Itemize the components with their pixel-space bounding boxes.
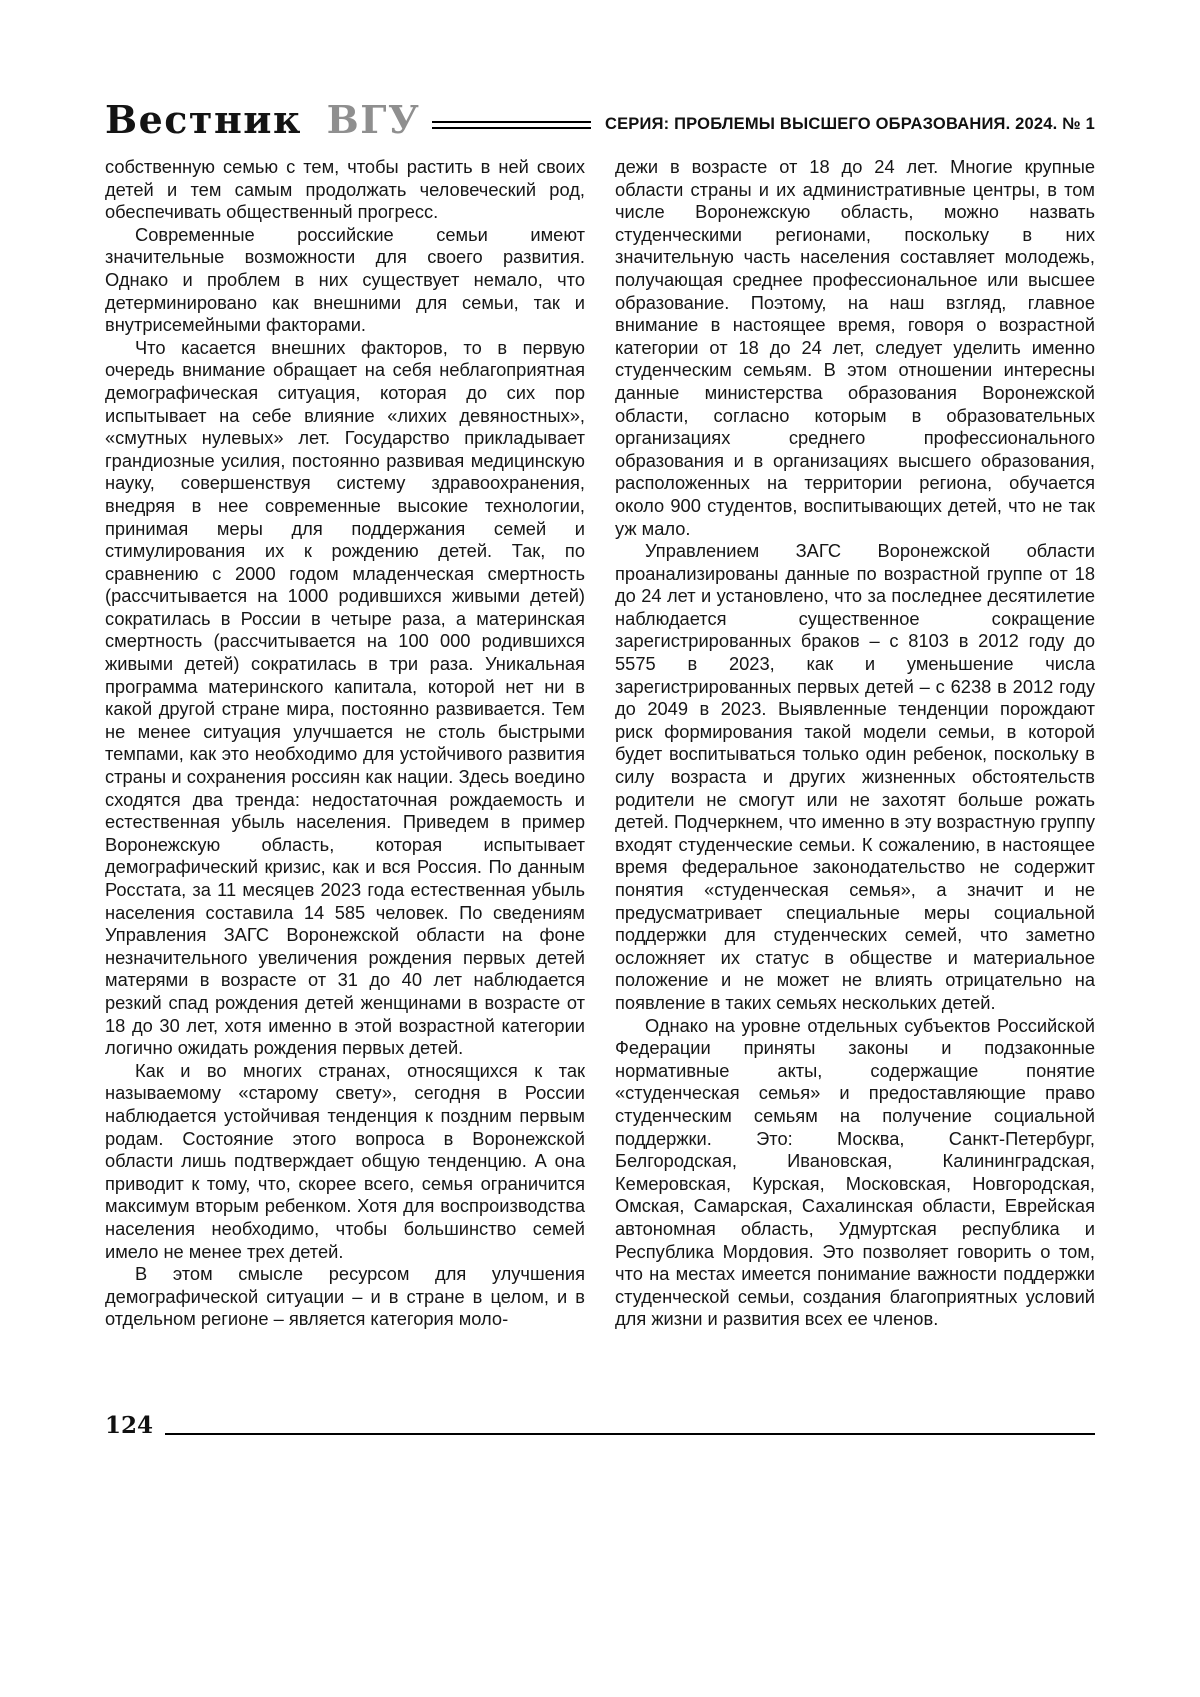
text-column-left	[105, 156, 585, 1331]
paragraph: Однако на уровне отдельных субъектов Российской Федерации приняты законы и подзаконные нормативные акты, содержащие понятие «студенческая семья» и предоставляющие право студенческим семьям на получение социальной поддержки. Это: Москва, Санкт-Петербург, Белгородская, Ивановская, Калининградская, Кемеровская, Курская, Московская, Новгородская, Омская, Самарская, Сахалинская области, Еврейская автономная область, Удмуртская республика и Республика Мордовия. Это позволяет говорить о том, что на местах имеется понимание важности поддержки студенческой семьи, создания благоприятных условий для жизни и развития всех ее членов.	[615, 1014, 1095, 1330]
article-body	[105, 156, 1095, 1331]
paragraph: В этом смысле ресурсом для улучшения демографической ситуации – и в стране в целом, и в отдельном регионе – является категория моло-	[105, 1263, 585, 1330]
paragraph: Что касается внешних факторов, то в первую очередь внимание обращает на себя неблагоприятная демографическая ситуация, которая до сих пор испытывает на себе влияние «лихих девяностных», «смутных нулевых» лет. Государство прикладывает грандиозные усилия, постоянно развивая медицинскую науку, совершенствуя систему здравоохранения, внедряя в нее современные высокие технологии, принимая меры для поддержания семей и стимулирования их к рождению детей. Так, по сравнению с 2000 годом младенческая смертность (рассчитывается на 1000 родившихся живыми детей) сократилась в России в четыре раза, а материнская смертность (рассчитывается на 100 000 родившихся живыми детей) сократилась в три раза. Уникальная программа материнского капитала, которой нет ни в какой другой стране мира, постоянно развивается. Тем не менее ситуация улучшается не столь быстрыми темпами, как это необходимо для устойчивого развития страны и сохранения россиян как нации. Здесь воедино сходятся два тренда: недостаточная рождаемость и естественная убыль населения. Приведем в пример Воронежскую область, которая испытывает демографический кризис, как и вся Россия. По данным Росстата, за 11 месяцев 2023 года естественная убыль населения составила 14 585 человек. По сведениям Управления ЗАГС Воронежской области на фоне незначительного увеличения рождения первых детей матерями в возрасте от 31 до 40 лет наблюдается резкий спад рождения детей женщинами в возрасте от 18 до 30 лет, хотя именно в этой возрастной категории логично ожидать рождения первых детей.	[105, 336, 585, 1059]
paragraph: дежи в возрасте от 18 до 24 лет. Многие крупные области страны и их административные центры, в том числе Воронежскую область, можно назвать студенческими регионами, поскольку в них значительную часть населения составляет молодежь, получающая среднее профессиональное или высшее образование. Поэтому, на наш взгляд, главное внимание в настоящее время, говоря о возрастной категории от 18 до 24 лет, следует уделить именно студенческим семьям. В этом отношении интересны данные министерства образования Воронежской области, согласно которым в образовательных организациях среднего профессионального образования и в организациях высшего образования, расположенных на территории региона, обучается около 900 студентов, воспитывающих детей, что не так уж мало.	[615, 156, 1095, 539]
page-header	[105, 96, 1095, 144]
text-column-right	[615, 156, 1095, 1331]
paragraph: Как и во многих странах, относящихся к так называемому «старому свету», сегодня в России наблюдается устойчивая тенденция к поздним первым родам. Состояние этого вопроса в Воронежской области лишь подтверждает общую тенденцию. А она приводит к тому, что, скорее всего, семья ограничится максимум вторым ребенком. Хотя для воспроизводства населения необходимо, чтобы большинство семей имело не менее трех детей.	[105, 1059, 585, 1262]
page-number: 124	[105, 1412, 154, 1439]
series-title: СЕРИЯ: ПРОБЛЕМЫ ВЫСШЕГО ОБРАЗОВАНИЯ. 2024. № 1	[604, 114, 1095, 133]
paragraph: Управлением ЗАГС Воронежской области проанализированы данные по возрастной группе от 18 до 24 лет и установлено, что за последнее десятилетие наблюдается существенное сокращение зарегистрированных браков – с 8103 в 2012 году до 5575 в 2023, как и уменьшение числа зарегистрированных первых детей – с 6238 в 2012 году до 2049 в 2023. Выявленные тенденции порождают риск формирования такой модели семьи, в которой будет воспитываться только один ребенок, поскольку в силу возраста и других жизненных обстоятельств родители не смогут или не захотят больше рожать детей. Подчеркнем, что именно в эту возрастную группу входят студенческие семьи. К сожалению, в настоящее время федеральное законодательство не содержит понятия «студенческая семья», а значит и не предусматривает специальные меры социальной поддержки для студенческих семей, что заметно осложняет их статус в обществе и материальное положение и не может не влиять отрицательно на появление в таких семьях нескольких детей.	[615, 540, 1095, 1013]
paragraph: Современные российские семьи имеют значительные возможности для своего развития. Однако и проблем в них существует немало, что детерминировано как внешними для семьи, так и внутрисемейными факторами.	[105, 223, 585, 336]
footer-rule	[165, 1433, 1095, 1435]
page-footer	[105, 1414, 1095, 1437]
paragraph: собственную семью с тем, чтобы растить в ней своих детей и тем самым продолжать человеческий род, обеспечивать общественный прогресс.	[105, 156, 585, 223]
journal-logo	[105, 97, 421, 142]
journal-logo-abbr: ВГУ	[326, 97, 421, 142]
header-double-rule	[432, 121, 591, 129]
journal-logo-word: Вестник	[105, 97, 302, 142]
